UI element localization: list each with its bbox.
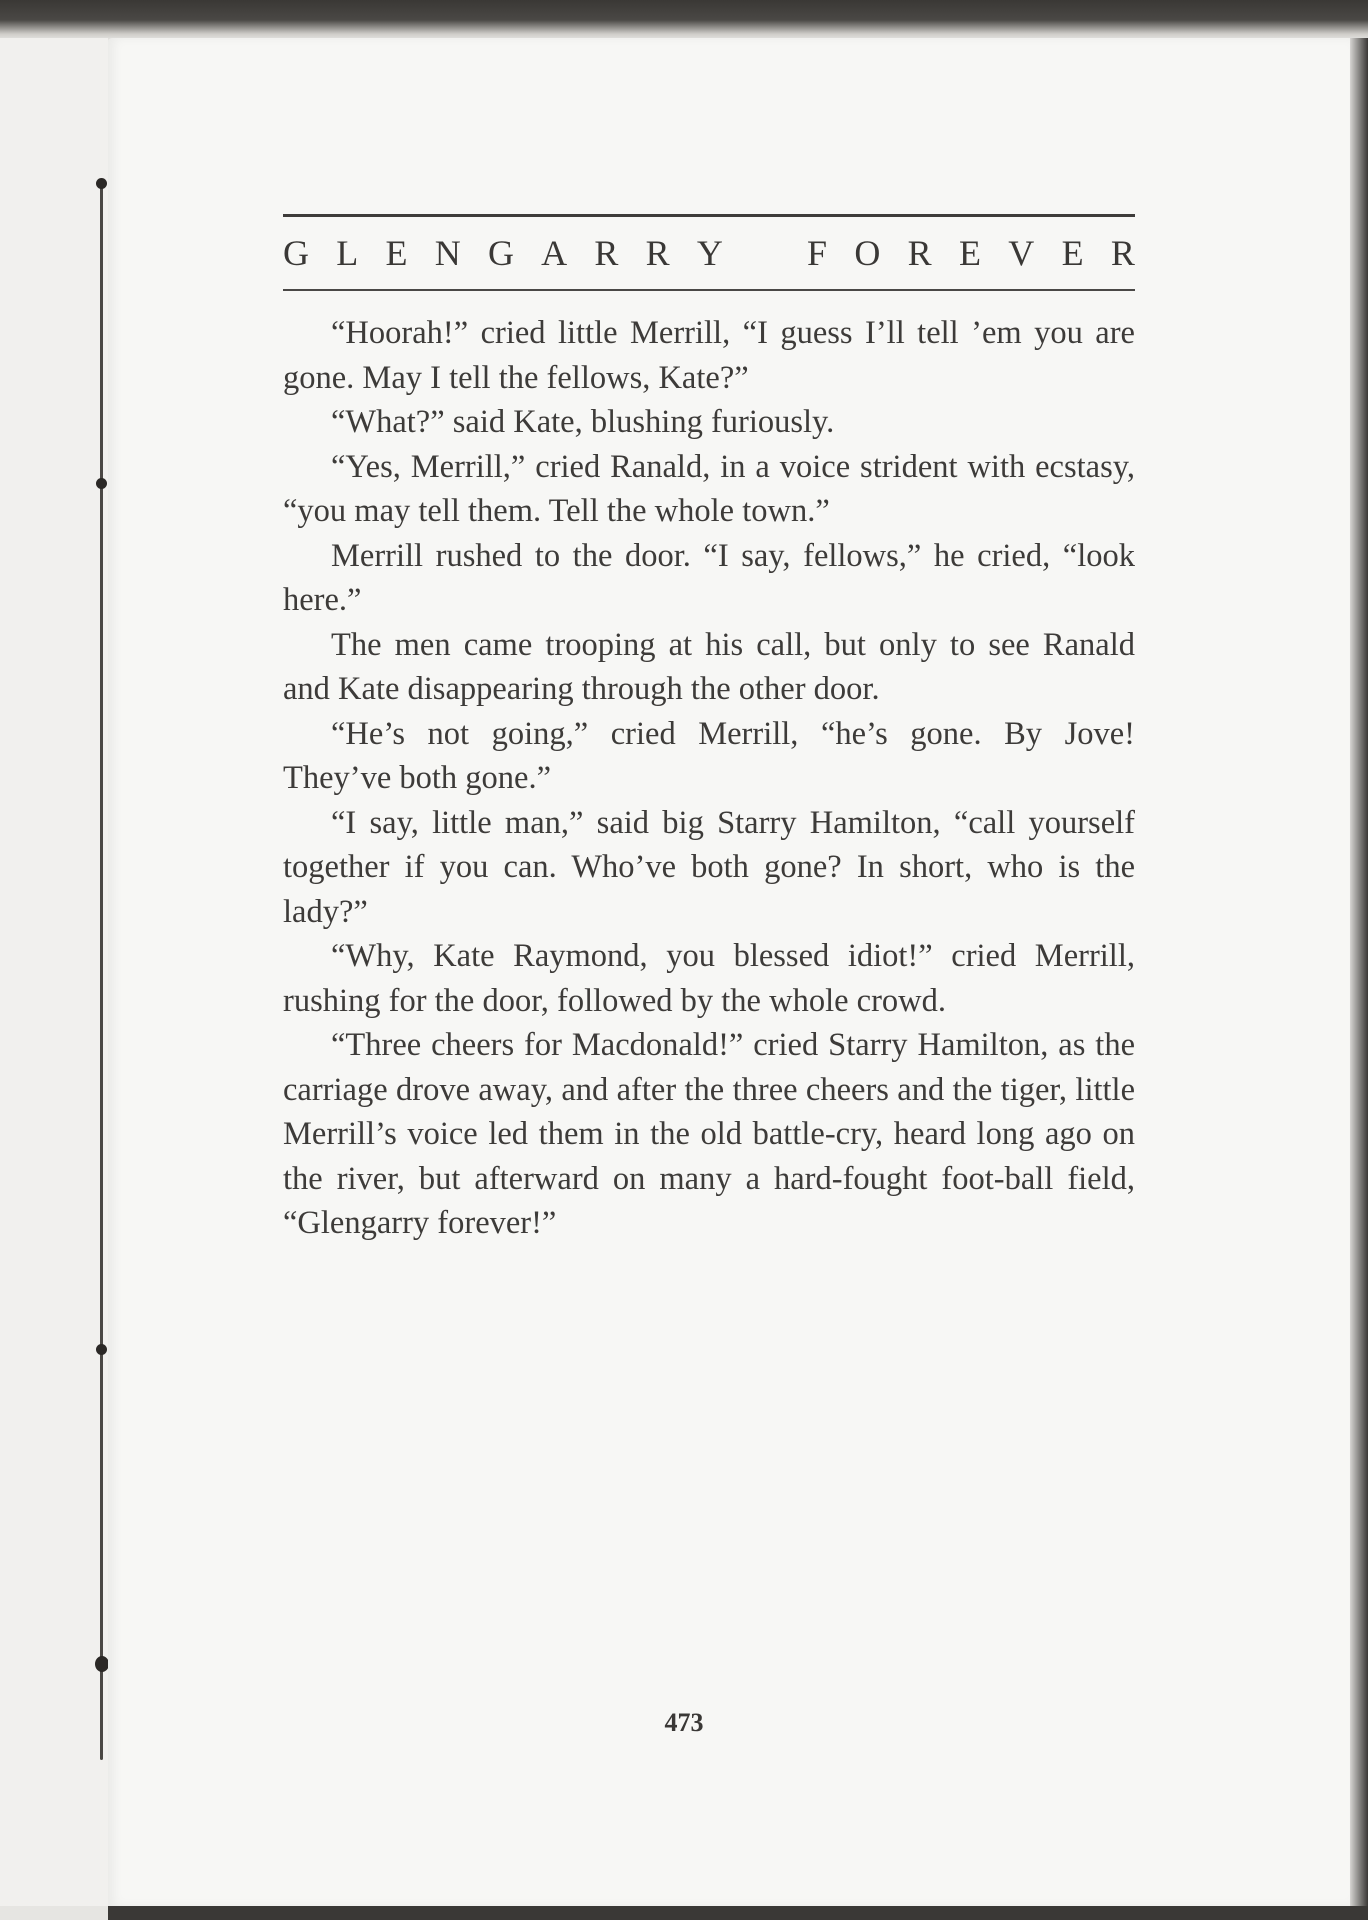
- running-head-letter: E: [958, 233, 981, 273]
- thread-knot: [95, 1656, 109, 1672]
- paragraph: Merrill rushed to the door. “I say, fellows,” he cried, “look here.”: [283, 537, 1135, 618]
- header-rule-bottom: [283, 289, 1135, 291]
- running-head-letter: V: [1008, 233, 1035, 273]
- running-head-letter: R: [594, 233, 619, 273]
- paragraph: “What?” said Kate, blushing furiously.: [331, 404, 835, 440]
- running-head-letter: G: [487, 233, 514, 273]
- paragraph: “Three cheers for Macdonald!” cried Starry Hamilton, as the carriage drove away, and after the three cheers and the tiger, little Merrill’s voice led them in the old battle-cry, heard long ago on the river, but afterward on many a hard-fought foot-ball field, “Glengarry forever!”: [283, 1027, 1135, 1241]
- header-rule-top: [283, 214, 1135, 217]
- page-bottom-shadow: [108, 1906, 1368, 1920]
- running-head-left: [283, 231, 723, 275]
- page-edge-shadow: [1350, 38, 1368, 1906]
- body-text: [283, 311, 1135, 1246]
- paragraph: “Hoorah!” cried little Merrill, “I guess I’ll tell ’em you are gone. May I tell the fellows, Kate?”: [283, 315, 1135, 396]
- paragraph: “Yes, Merrill,” cried Ranald, in a voice strident with ecstasy, “you may tell them. Tell the whole town.”: [283, 448, 1135, 529]
- thread-knot: [96, 478, 107, 489]
- paragraph: “He’s not going,” cried Merrill, “he’s gone. By Jove! They’ve both gone.”: [283, 715, 1135, 796]
- running-head-letter: E: [1061, 233, 1084, 273]
- thread-knot: [96, 178, 107, 189]
- running-head: [283, 231, 1135, 275]
- running-head-letter: Y: [696, 233, 723, 273]
- running-head-letter: R: [1110, 233, 1135, 273]
- running-head-letter: R: [645, 233, 670, 273]
- running-head-letter: E: [385, 233, 408, 273]
- paragraph: The men came trooping at his call, but only to see Ranald and Kate disappearing through the other door.: [283, 626, 1135, 707]
- thread-knot: [96, 1344, 107, 1355]
- book-binding-margin: [0, 38, 108, 1906]
- binding-thread: [100, 180, 103, 1760]
- running-head-letter: R: [907, 233, 932, 273]
- page-content: [283, 214, 1135, 1246]
- running-head-right: [807, 231, 1135, 275]
- running-head-letter: N: [434, 233, 461, 273]
- paragraph: “Why, Kate Raymond, you blessed idiot!” cried Merrill, rushing for the door, followed by the whole crowd.: [283, 938, 1135, 1019]
- running-head-letter: G: [283, 233, 309, 273]
- page-number: 473: [664, 1708, 704, 1737]
- running-head-letter: F: [807, 233, 828, 273]
- running-head-letter: O: [854, 233, 881, 273]
- paragraph: “I say, little man,” said big Starry Hamilton, “call yourself together if you can. Who’ve both gone? In short, who is the lady?”: [283, 804, 1135, 930]
- running-head-letter: A: [541, 233, 568, 273]
- running-head-letter: L: [336, 233, 359, 273]
